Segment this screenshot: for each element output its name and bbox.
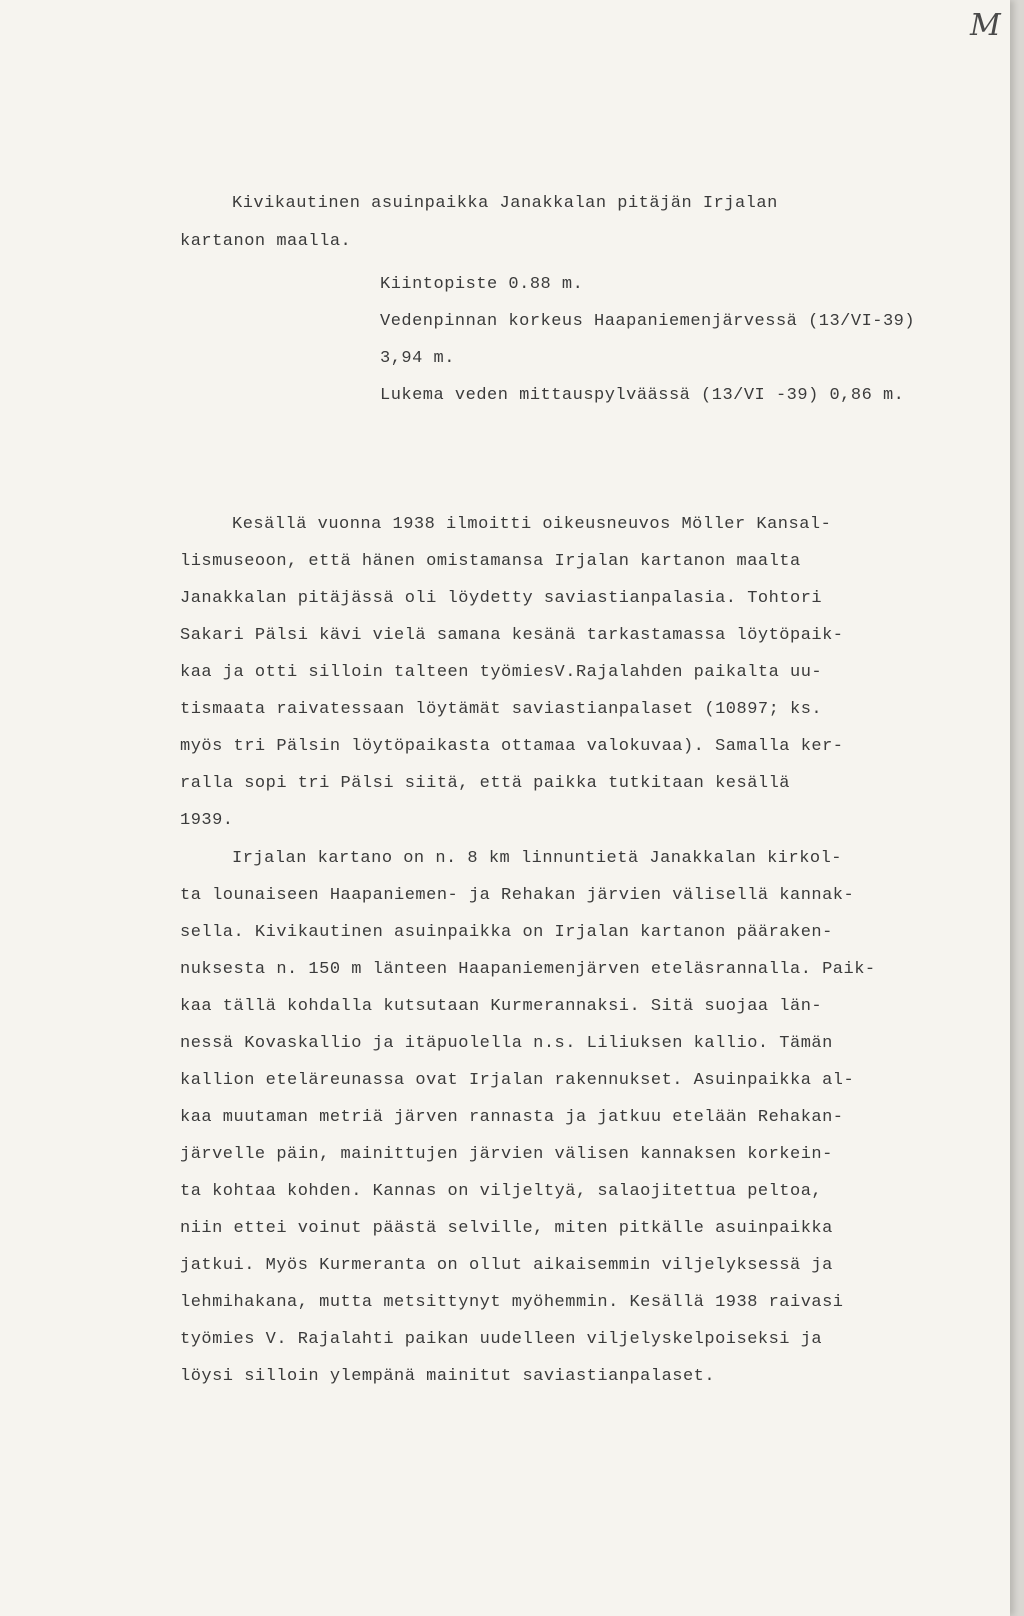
body-line: 1939.: [180, 811, 234, 830]
body-line: sella. Kivikautinen asuinpaikka on Irjalan kartanon pääraken-: [180, 923, 833, 942]
title-line: kartanon maalla.: [180, 232, 352, 251]
page-mark: M: [970, 8, 1001, 43]
measurement-line: Vedenpinnan korkeus Haapaniemenjärvessä (13/VI-39): [380, 312, 916, 331]
title-line: Kivikautinen asuinpaikka Janakkalan pitäjän Irjalan: [232, 194, 778, 213]
body-line: ralla sopi tri Pälsi siitä, että paikka tutkitaan kesällä: [180, 774, 790, 793]
body-line: lismuseoon, että hänen omistamansa Irjalan kartanon maalta: [180, 552, 801, 571]
measurement-line: 3,94 m.: [380, 349, 455, 368]
body-line: kaa muutaman metriä järven rannasta ja jatkuu etelään Rehakan-: [180, 1108, 844, 1127]
body-line: löysi silloin ylempänä mainitut saviastianpalaset.: [180, 1367, 716, 1386]
measurement-line: Kiintopiste 0.88 m.: [380, 275, 584, 294]
body-line: nuksesta n. 150 m länteen Haapaniemenjärven eteläsrannalla. Paik-: [180, 960, 876, 979]
body-line: Sakari Pälsi kävi vielä samana kesänä tarkastamassa löytöpaik-: [180, 626, 844, 645]
body-line: ta kohtaa kohden. Kannas on viljeltyä, salaojitettua peltoa,: [180, 1182, 823, 1201]
body-line: jatkui. Myös Kurmeranta on ollut aikaisemmin viljelyksessä ja: [180, 1256, 833, 1275]
body-line: järvelle päin, mainittujen järvien välisen kannaksen korkein-: [180, 1145, 833, 1164]
measurement-line: Lukema veden mittauspylväässä (13/VI -39) 0,86 m.: [380, 386, 905, 405]
body-line: kaa tällä kohdalla kutsutaan Kurmerannaksi. Sitä suojaa län-: [180, 997, 823, 1016]
body-line: ta lounaiseen Haapaniemen- ja Rehakan järvien välisellä kannak-: [180, 886, 855, 905]
body-line: tismaata raivatessaan löytämät saviastianpalaset (10897; ks.: [180, 700, 823, 719]
body-line: myös tri Pälsin löytöpaikasta ottamaa valokuvaa). Samalla ker-: [180, 737, 844, 756]
body-line: Kesällä vuonna 1938 ilmoitti oikeusneuvos Möller Kansal-: [232, 515, 832, 534]
body-line: Janakkalan pitäjässä oli löydetty saviastianpalasia. Tohtori: [180, 589, 823, 608]
body-line: niin ettei voinut päästä selville, miten pitkälle asuinpaikka: [180, 1219, 833, 1238]
body-line: kallion eteläreunassa ovat Irjalan rakennukset. Asuinpaikka al-: [180, 1071, 855, 1090]
body-line: lehmihakana, mutta metsittynyt myöhemmin. Kesällä 1938 raivasi: [180, 1293, 844, 1312]
body-line: nessä Kovaskallio ja itäpuolella n.s. Liliuksen kallio. Tämän: [180, 1034, 833, 1053]
body-line: kaa ja otti silloin talteen työmiesV.Rajalahden paikalta uu-: [180, 663, 823, 682]
body-line: Irjalan kartano on n. 8 km linnuntietä Janakkalan kirkol-: [232, 849, 842, 868]
body-line: työmies V. Rajalahti paikan uudelleen viljelyskelpoiseksi ja: [180, 1330, 823, 1349]
